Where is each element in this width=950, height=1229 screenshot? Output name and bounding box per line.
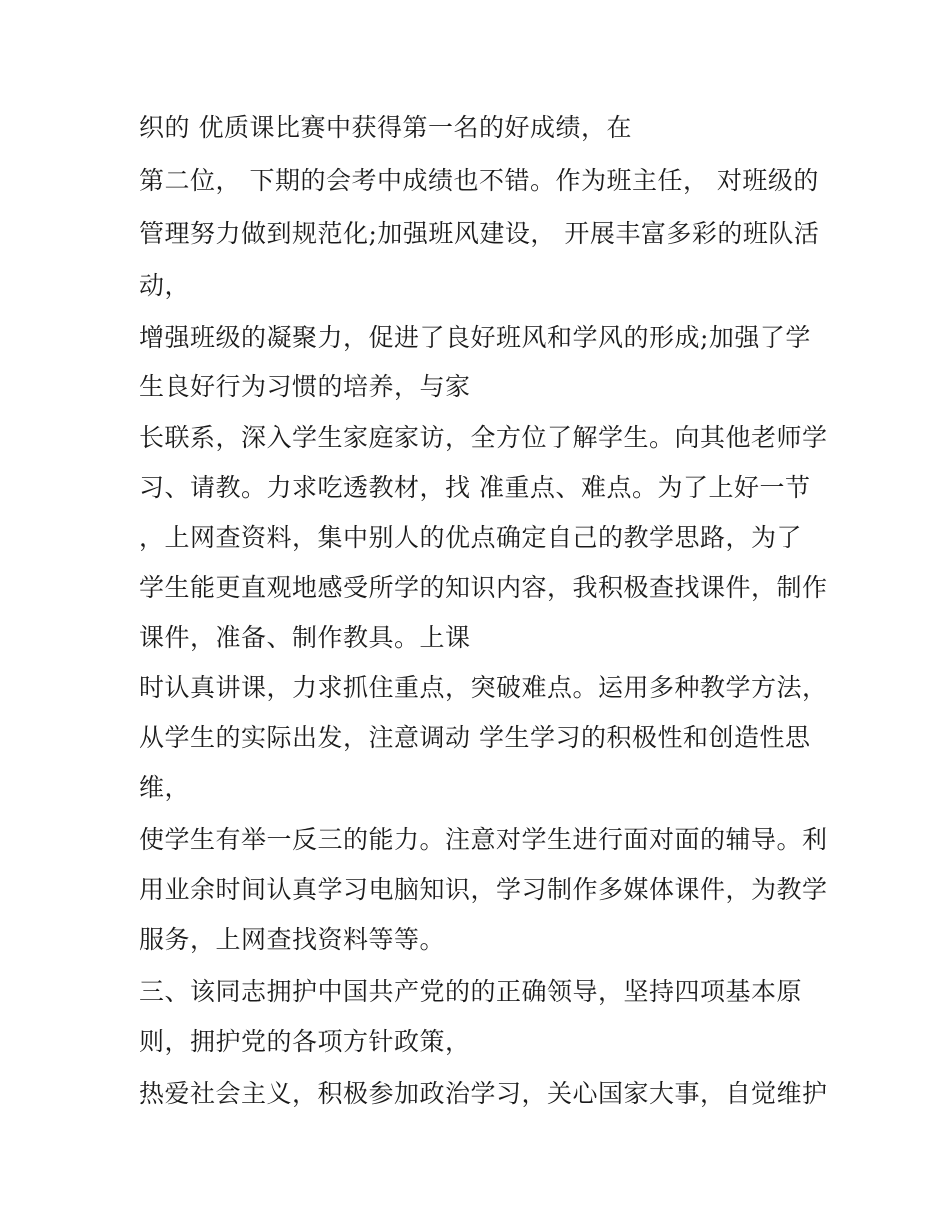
text-line: 服务，上网查找资料等等。 (139, 925, 446, 954)
text-line: 用业余时间认真学习电脑知识，学习制作多媒体课件，为教学 (139, 875, 828, 904)
text-line: 使学生有举一反三的能力。注意对学生进行面对面的辅导。利 (139, 825, 828, 854)
text-line: 生良好行为习惯的培养，与家 (139, 372, 471, 401)
text-line: 动， (139, 271, 191, 300)
text-line: 三、该同志拥护中国共产党的的正确领导，坚持四项基本原 (139, 977, 803, 1006)
text-line: 维， (139, 773, 191, 802)
text-line: 则，拥护党的各项方针政策， (139, 1027, 471, 1056)
text-line: 习、请教。力求吃透教材，找 准重点、难点。为了上好一节 (139, 473, 811, 502)
text-line: 管理努力做到规范化;加强班风建设， 开展丰富多彩的班队活 (139, 219, 820, 248)
text-line: 增强班级的凝聚力，促进了良好班风和学风的形成;加强了学 (139, 323, 811, 352)
text-line: ，上网查资料，集中别人的优点确定自己的教学思路，为了 (139, 523, 803, 552)
text-line: 时认真讲课，力求抓住重点，突破难点。运用多种教学方法， (139, 673, 828, 702)
text-line: 长联系，深入学生家庭家访，全方位了解学生。向其他老师学 (139, 423, 828, 452)
text-line: 从学生的实际出发，注意调动 学生学习的积极性和创造性思 (139, 723, 811, 752)
text-line: 第二位， 下期的会考中成绩也不错。作为班主任， 对班级的 (139, 166, 819, 195)
text-line: 学生能更直观地感受所学的知识内容，我积极查找课件，制作 (139, 573, 828, 602)
text-line: 课件，准备、制作教具。上课 (139, 623, 471, 652)
text-line: 热爱社会主义，积极参加政治学习，关心国家大事，自觉维护 (139, 1079, 828, 1108)
text-line: 织的 优质课比赛中获得第一名的好成绩，在 (139, 113, 632, 142)
